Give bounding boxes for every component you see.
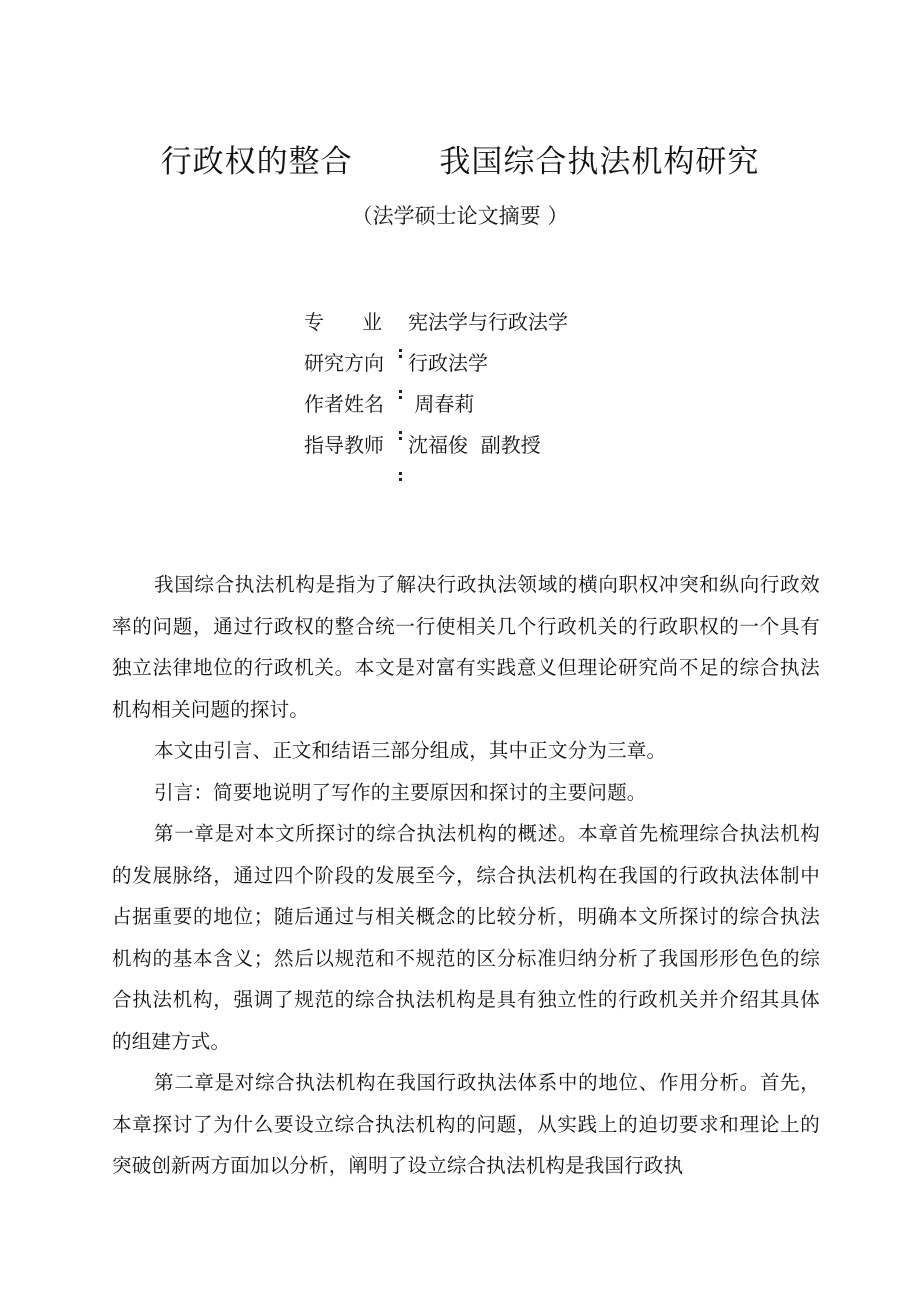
info-label: 指导教师	[304, 433, 384, 457]
paragraph: 第一章是对本文所探讨的综合执法机构的概述。本章首先梳理综合执法机构的发展脉络，通过四个阶段的发展至今，综合执法机构在我国的行政执法体制中占据重要的地位；随后通过与相关概念的比较分析，明确本文所探讨的综合执法机构的基本含义；然后以规范和不规范的区分标准归纳分析了我国形形色色的综合执法机构，强调了规范的综合执法机构是具有独立性的行政机关并介绍其具体的组建方式。	[112, 822, 820, 1053]
info-label: 专 业	[304, 310, 383, 334]
paragraph: 本文由引言、正文和结语三部分组成，其中正文分为三章。	[154, 739, 667, 762]
info-row-major	[304, 302, 568, 343]
info-row-author	[304, 384, 568, 425]
document-title: 行政权的整合 我国综合执法机构研究	[160, 144, 760, 180]
paragraph: 第二章是对综合执法机构在我国行政执法体系中的地位、作用分析。首先，本章探讨了为什么要设立综合执法机构的问题，从实践上的迫切要求和理论上的突破创新两方面加以分析，阐明了设立综合执法机构是我国行政执	[112, 1071, 820, 1177]
info-label: 研究方向	[304, 351, 384, 375]
document-subtitle: （法学硕士论文摘要 ）	[351, 204, 569, 228]
info-row-direction	[304, 343, 568, 384]
info-value: 沈福俊 副教授	[408, 433, 541, 457]
abstract-body	[112, 564, 820, 1187]
info-value: 周春莉	[408, 392, 475, 416]
paragraph: 引言：简要地说明了写作的主要原因和探讨的主要问题。	[154, 780, 647, 804]
info-value: 宪法学与行政法学	[408, 310, 568, 334]
info-label: 作者姓名	[304, 392, 384, 416]
paragraph: 我国综合执法机构是指为了解决行政执法领域的横向职权冲突和纵向行政效率的问题，通过行政权的整合统一行使相关几个行政机关的行政职权的一个具有独立法律地位的行政机关。本文是对富有实践意义但理论研究尚不足的综合执法机构相关问题的探讨。	[112, 573, 820, 721]
author-info-block	[304, 302, 568, 466]
info-row-advisor	[304, 425, 568, 466]
info-value: 行政法学	[408, 351, 488, 375]
